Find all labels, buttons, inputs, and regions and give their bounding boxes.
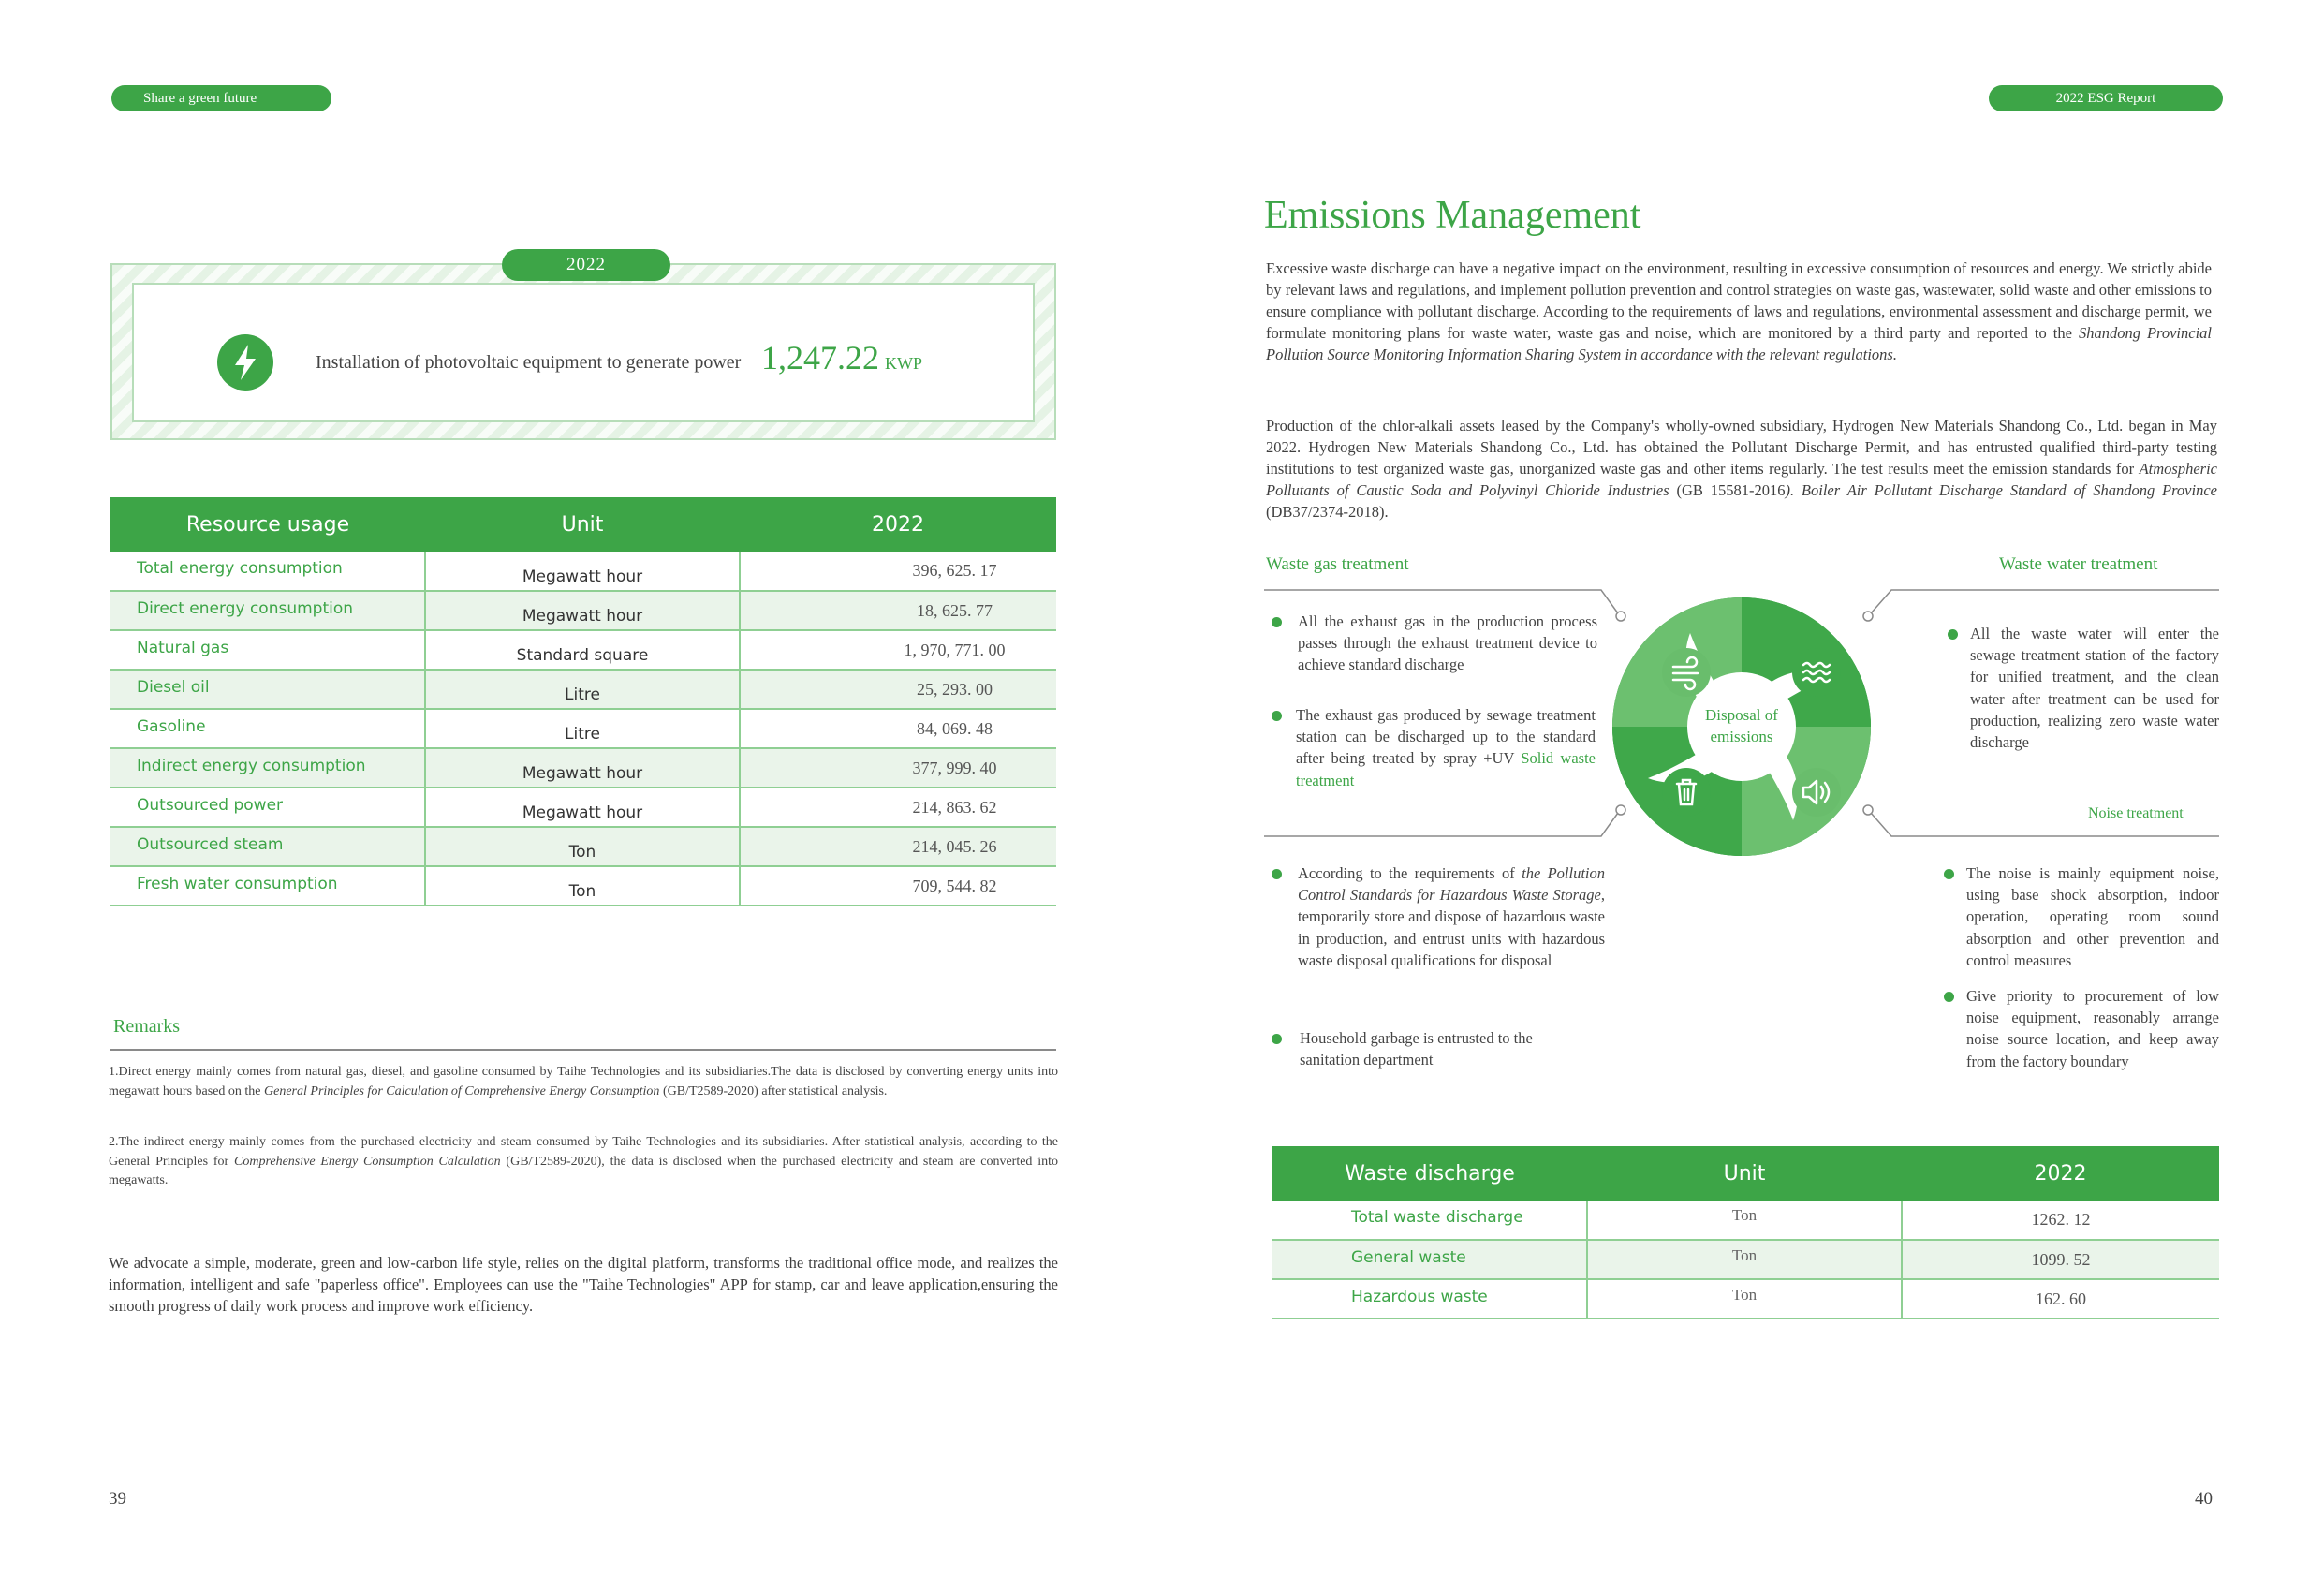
table-cell: 1099. 52 xyxy=(1902,1240,2219,1279)
table-cell: Litre xyxy=(425,709,740,748)
table-cell: Total waste discharge xyxy=(1272,1201,1587,1240)
table-cell: 1262. 12 xyxy=(1902,1201,2219,1240)
bullet-dot xyxy=(1944,869,1954,879)
table-cell: 214, 863. 62 xyxy=(740,788,1056,827)
pv-unit: KWP xyxy=(885,354,922,373)
table-cell: 18, 625. 77 xyxy=(740,591,1056,630)
noise-bullet-2: Give priority to procurement of low noise equipment, reasonably arrange noise source location, and keep away from the factory boundary xyxy=(1966,987,2219,1070)
diagram-center-label: Disposal of emissions xyxy=(1705,706,1778,745)
remarks-divider xyxy=(110,1049,1056,1051)
table-cell: Megawatt hour xyxy=(425,552,740,591)
table-cell: 214, 045. 26 xyxy=(740,827,1056,866)
table-header: Unit xyxy=(425,497,740,552)
table-cell: Standard square xyxy=(425,630,740,670)
table-cell: Direct energy consumption xyxy=(110,591,425,630)
page-title: Emissions Management xyxy=(1264,194,1641,237)
table-cell: Ton xyxy=(425,866,740,906)
table-cell: Megawatt hour xyxy=(425,591,740,630)
waste-gas-bullet-1: All the exhaust gas in the production process passes through the exhaust treatment device to achieve standard discharge xyxy=(1298,612,1597,674)
table-cell: Ton xyxy=(1587,1279,1902,1319)
emissions-paragraph-1: Excessive waste discharge can have a negative impact on the environment, resulting in excessive consumption of resources and energy. We strictly abide by relevant laws and regulations, and implement pollution prevention and control strategies on waste gas, wastewater, solid waste and other emissions to ensure compliance with pollutant discharge. According to the requirements of laws and regulations, environmental assessment and discharge permit, we formulate monitoring plans for waste water, waste gas and noise, which are monitored by a third party and reported to the Shandong Provincial Pollution Source Monitoring Information Sharing System in accordance with the relevant regulations. xyxy=(1266,259,2212,363)
waste-gas-title: Waste gas treatment xyxy=(1266,554,1409,574)
table-cell: Ton xyxy=(1587,1240,1902,1279)
header-left-tag: Share a green future xyxy=(111,85,331,111)
table-header: Resource usage xyxy=(110,497,425,552)
table-header: 2022 xyxy=(740,497,1056,552)
pv-label: Installation of photovoltaic equipment to generate power xyxy=(316,352,742,373)
bullet-dot xyxy=(1272,711,1282,721)
remarks-title: Remarks xyxy=(113,1016,181,1037)
table-cell: Megawatt hour xyxy=(425,788,740,827)
solid-waste-title: Solid waste treatment xyxy=(1296,749,1596,789)
table-cell: Indirect energy consumption xyxy=(110,748,425,788)
table-cell: 1, 970, 771. 00 xyxy=(740,630,1056,670)
noise-title: Noise treatment xyxy=(2088,805,2184,821)
table-cell: Diesel oil xyxy=(110,670,425,709)
trash-bin-icon xyxy=(1660,766,1713,823)
bullet-dot xyxy=(1948,629,1958,640)
remarks-note-2: 2.The indirect energy mainly comes from the purchased electricity and steam consumed by Taihe Technologies and its subsidiaries. After statistical analysis, according to the General Principles for Comprehensive Energy Consumption Calculation (GB/T2589-2020), the data is disclosed when the purchased electricity and steam are converted into megawatts. xyxy=(109,1135,1059,1187)
table-cell: Fresh water consumption xyxy=(110,866,425,906)
table-cell: Litre xyxy=(425,670,740,709)
bullet-dot xyxy=(1944,992,1954,1002)
page-number-right: 40 xyxy=(2195,1489,2213,1509)
table-cell: Outsourced steam xyxy=(110,827,425,866)
waste-water-title: Waste water treatment xyxy=(1999,554,2158,574)
pv-value: 1,247.22 xyxy=(761,339,879,376)
water-waves-icon xyxy=(1790,646,1843,703)
solid-waste-bullet-2: Household garbage is entrusted to the sanitation department xyxy=(1300,1029,1533,1069)
header-right-tag: 2022 ESG Report xyxy=(1989,85,2223,111)
waste-gas-bullet-2: The exhaust gas produced by sewage treatment station can be discharged up to the standard after being treated by spray +UV Solid waste treatment xyxy=(1296,706,1596,789)
table-cell: Outsourced power xyxy=(110,788,425,827)
waste-discharge-table xyxy=(1272,1146,2219,1319)
table-header: Unit xyxy=(1587,1146,1902,1201)
bullet-dot xyxy=(1272,1034,1282,1044)
bullet-dot xyxy=(1272,869,1282,879)
table-cell: Megawatt hour xyxy=(425,748,740,788)
table-cell: Total energy consumption xyxy=(110,552,425,591)
emissions-paragraph-2: Production of the chlor-alkali assets leased by the Company's wholly-owned subsidiary, Hydrogen New Materials Shandong Co., Ltd. began in May 2022. Hydrogen New Materials Shandong Co., Ltd. has obtained the Pollutant Discharge Permit, and has entrusted qualified third-party testing institutions to test organized waste gas, unorganized waste gas and other items regularly. The test results meet the emission standards for Atmospheric Pollutants of Caustic Soda and Polyvinyl Chloride Industries (GB 15581-2016). Boiler Air Pollutant Discharge Standard of Shandong Province (DB37/2374-2018). xyxy=(1266,417,2217,521)
table-cell: 377, 999. 40 xyxy=(740,748,1056,788)
solid-waste-bullet-1: According to the requirements of the Pollution Control Standards for Hazardous Waste Storage, temporarily store and dispose of hazardous waste in production, and entrust units with hazardous waste disposal qualifications for disposal xyxy=(1298,864,1606,969)
table-cell: 25, 293. 00 xyxy=(740,670,1056,709)
table-header: Waste discharge xyxy=(1272,1146,1587,1201)
table-cell: Ton xyxy=(425,827,740,866)
table-cell: 162. 60 xyxy=(1902,1279,2219,1319)
table-cell: 84, 069. 48 xyxy=(740,709,1056,748)
table-cell: Hazardous waste xyxy=(1272,1279,1587,1319)
waste-water-bullet-1: All the waste water will enter the sewage treatment station of the factory for unified treatment, and the clean water after treatment can be used for production, realizing zero waste water discharge xyxy=(1970,625,2219,752)
pv-year-tab: 2022 xyxy=(502,249,670,281)
table-cell: Gasoline xyxy=(110,709,425,748)
remarks-note-1: 1.Direct energy mainly comes from natural gas, diesel, and gasoline consumed by Taihe Technologies and its subsidiaries.The data is disclosed by converting energy units into megawatt hours based on the General Principles for Calculation of Comprehensive Energy Consumption (GB/T2589-2020) after statistical analysis. xyxy=(109,1065,1058,1098)
table-header: 2022 xyxy=(1902,1146,2219,1201)
table-cell: 396, 625. 17 xyxy=(740,552,1056,591)
table-cell: Ton xyxy=(1587,1201,1902,1240)
lightning-bolt-icon xyxy=(217,334,273,391)
page-number-left: 39 xyxy=(109,1489,126,1509)
table-cell: Natural gas xyxy=(110,630,425,670)
office-paragraph: We advocate a simple, moderate, green and low-carbon life style, relies on the digital platform, transforms the traditional office mode, and realizes the information, intelligent and safe "paperless office". Employees can use the "Taihe Technologies" APP for stamp, car and leave application,ensuring the smooth progress of daily work process and improve work efficiency. xyxy=(109,1254,1058,1315)
bullet-dot xyxy=(1272,617,1282,627)
table-cell: 709, 544. 82 xyxy=(740,866,1056,906)
noise-bullet-1: The noise is mainly equipment noise, using base shock absorption, indoor operation, operating room sound absorption and other prevention and control measures xyxy=(1966,864,2219,969)
speaker-icon xyxy=(1790,766,1843,823)
resource-usage-table xyxy=(110,497,1056,906)
table-cell: General waste xyxy=(1272,1240,1587,1279)
wind-icon xyxy=(1660,646,1713,703)
